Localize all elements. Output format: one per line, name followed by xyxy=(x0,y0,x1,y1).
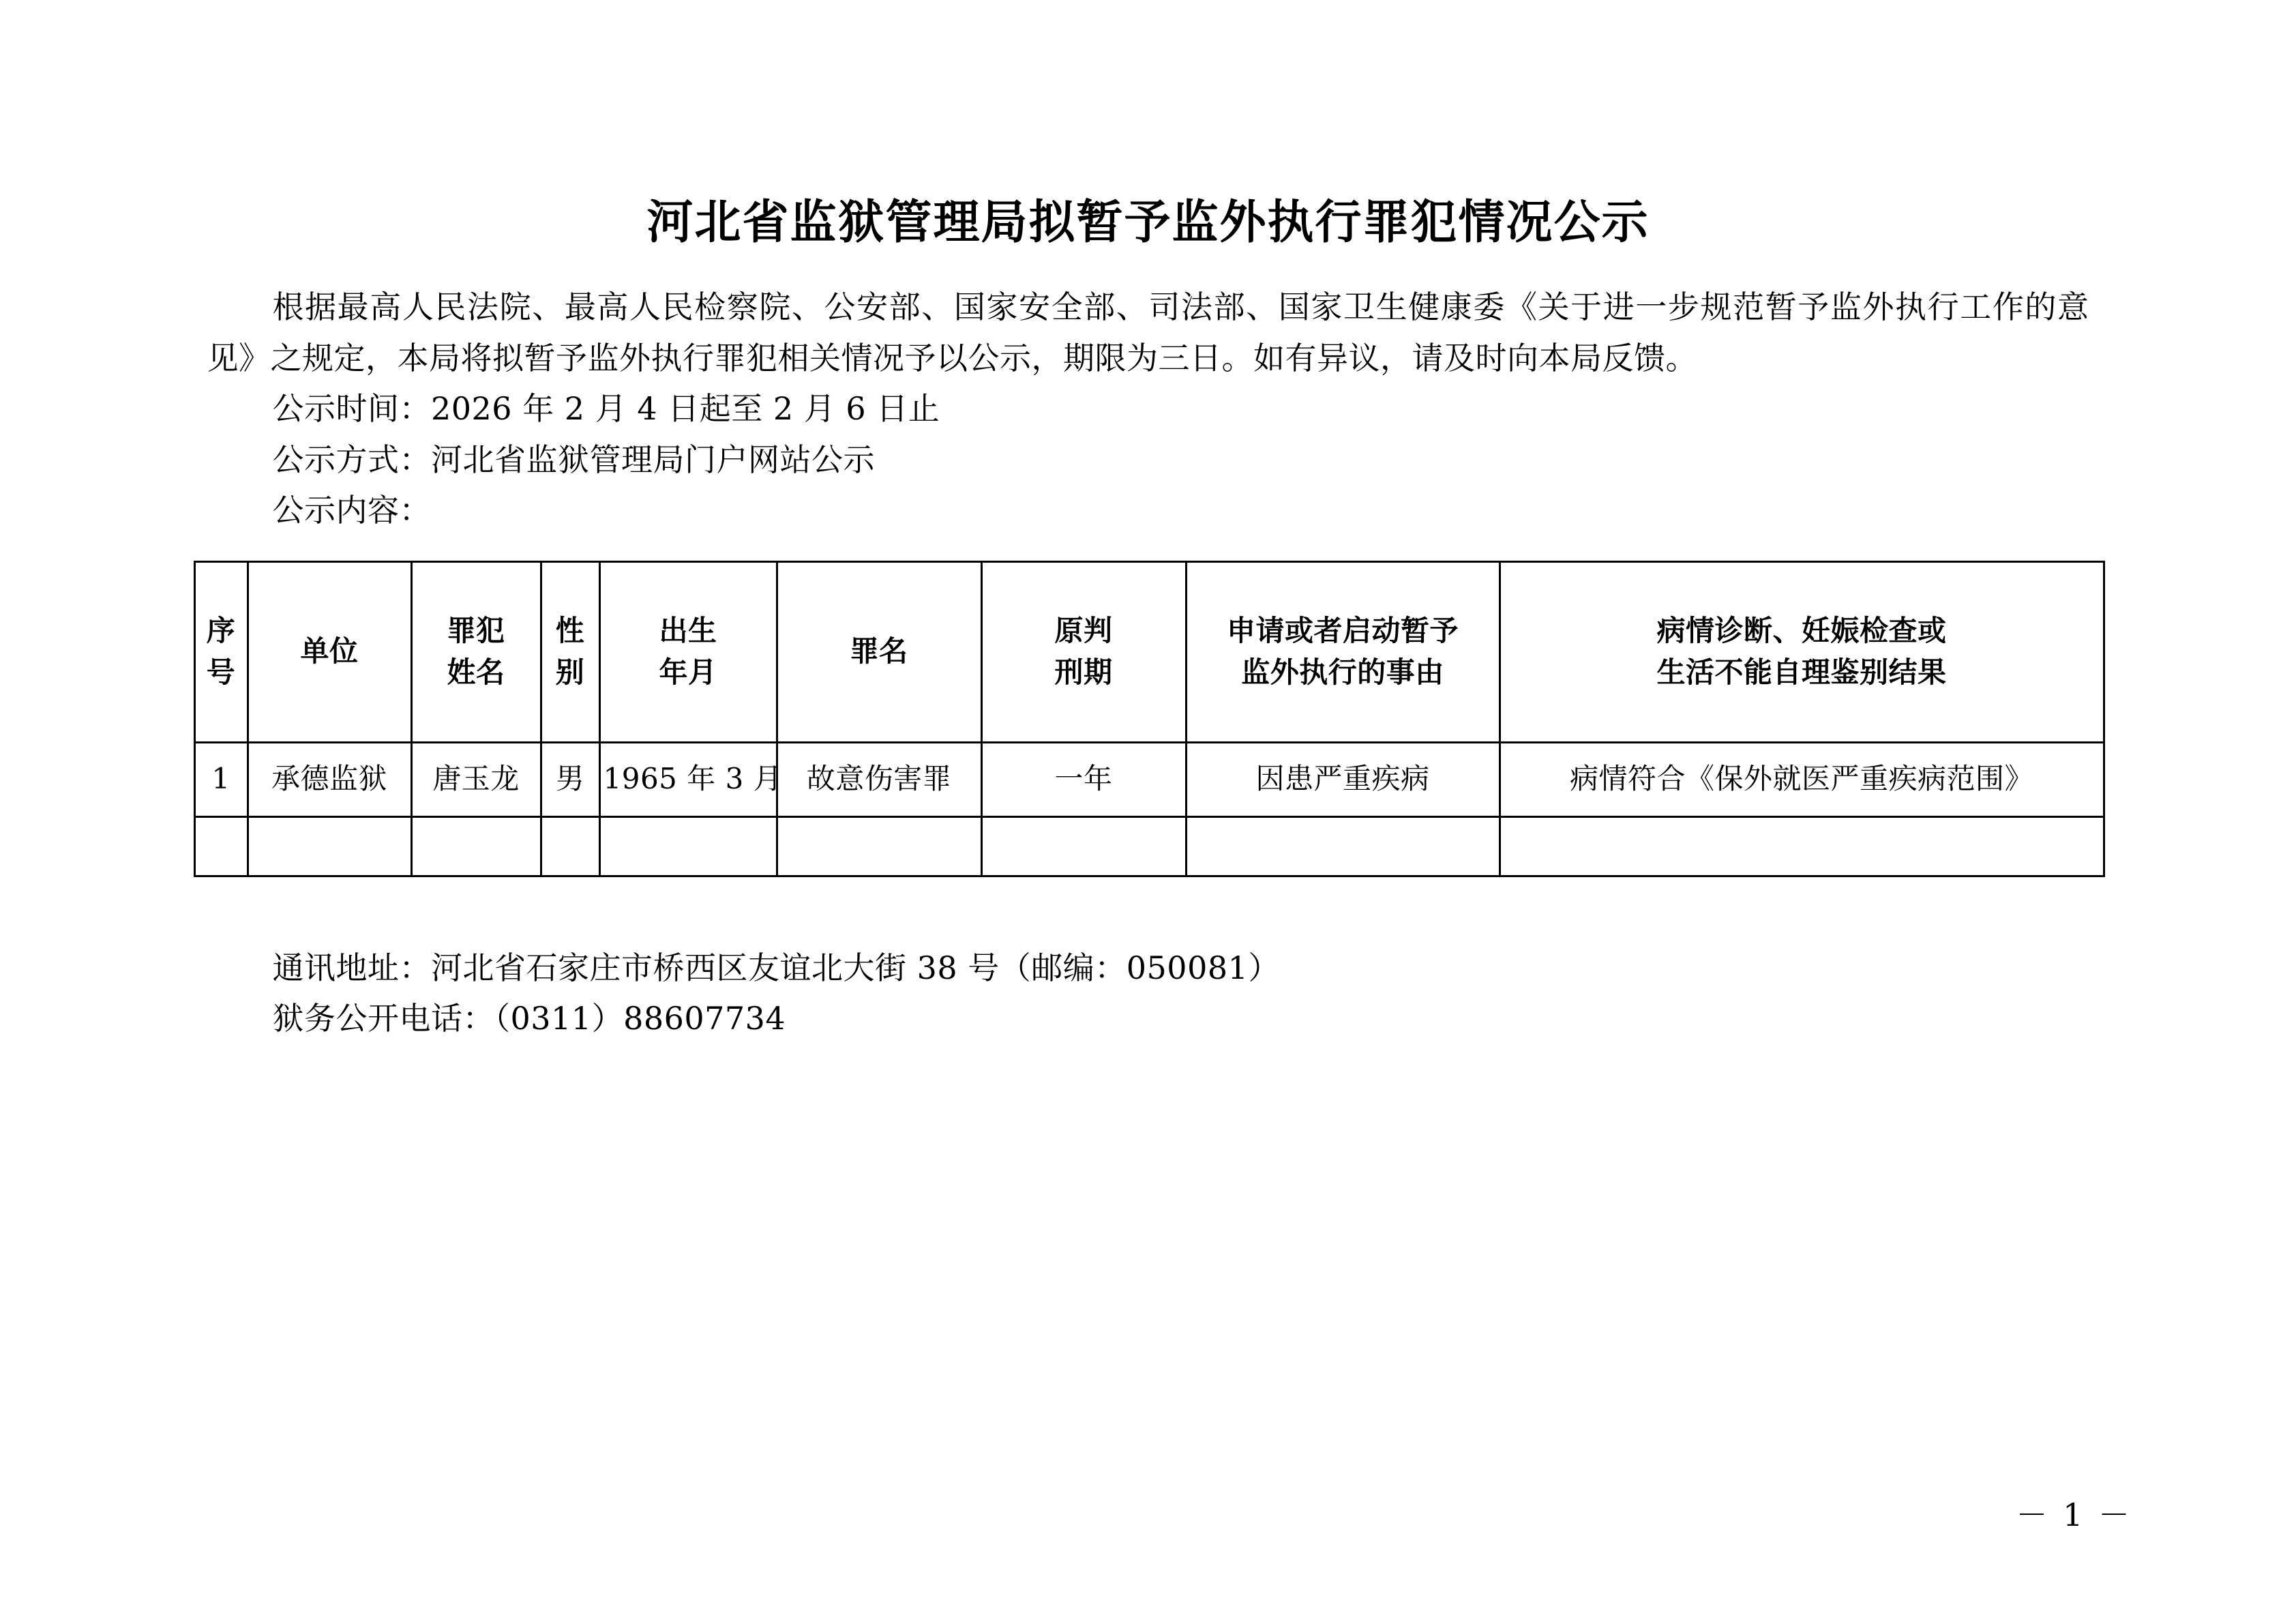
spacer-cell-seq xyxy=(194,816,248,876)
header-diagnosis xyxy=(1500,561,2104,742)
prisoner-table-wrapper xyxy=(194,561,2103,877)
header-term-line1: 原判 xyxy=(1054,613,1113,647)
publicity-time: 公示时间：2026 年 2 月 4 日起至 2 月 6 日止 xyxy=(272,390,940,428)
spacer-cell-term xyxy=(981,816,1186,876)
spacer-cell-unit xyxy=(248,816,411,876)
header-reason-line2: 监外执行的事由 xyxy=(1241,655,1444,689)
page-title: 河北省监狱管理局拟暂予监外执行罪犯情况公示 xyxy=(646,195,1650,250)
header-birth-line2: 年月 xyxy=(659,655,717,689)
prisoner-table xyxy=(194,561,2105,877)
cell-sex: 男 xyxy=(541,742,599,816)
spacer-cell-sex xyxy=(541,816,599,876)
header-seq-line2: 号 xyxy=(206,655,236,689)
public-phone: 狱务公开电话：（0311）88607734 xyxy=(272,1000,786,1037)
document-body xyxy=(207,282,2089,536)
contact-address: 通讯地址：河北省石家庄市桥西区友谊北大街 38 号（邮编：050081） xyxy=(272,949,1280,986)
page-number: － 1 － xyxy=(2016,1496,2132,1533)
header-name xyxy=(411,561,541,742)
cell-term: 一年 xyxy=(981,742,1186,816)
header-unit: 单位 xyxy=(248,561,411,742)
header-birth xyxy=(599,561,777,742)
publicity-content-label: 公示内容： xyxy=(272,492,431,529)
header-term xyxy=(981,561,1186,742)
table-spacer-row xyxy=(194,816,2104,876)
header-seq-line1: 序 xyxy=(206,613,236,647)
header-name-line2: 姓名 xyxy=(447,655,505,689)
document-footer xyxy=(207,943,2089,1044)
header-term-line2: 刑期 xyxy=(1054,655,1113,689)
cell-seq: 1 xyxy=(194,742,248,816)
cell-birth: 1965 年 3 月 xyxy=(599,742,777,816)
table-row xyxy=(194,742,2104,816)
spacer-cell-name xyxy=(411,816,541,876)
publicity-method: 公示方式：河北省监狱管理局门户网站公示 xyxy=(272,441,875,478)
table-header-row xyxy=(194,561,2104,742)
intro-paragraph: 根据最高人民法院、最高人民检察院、公安部、国家安全部、司法部、国家卫生健康委《关于进一步规范暂予监外执行工作的意见》之规定，本局将拟暂予监外执行罪犯相关情况予以公示，期限为三日。如有异议，请及时向本局反馈。 xyxy=(207,289,2089,377)
cell-reason: 因患严重疾病 xyxy=(1186,742,1500,816)
header-crime: 罪名 xyxy=(777,561,981,742)
cell-crime: 故意伤害罪 xyxy=(777,742,981,816)
cell-diagnosis: 病情符合《保外就医严重疾病范围》 xyxy=(1500,742,2104,816)
spacer-cell-birth xyxy=(599,816,777,876)
header-reason-line1: 申请或者启动暂予 xyxy=(1226,613,1459,647)
header-diagnosis-line1: 病情诊断、妊娠检查或 xyxy=(1656,613,1947,647)
header-sex-line1: 性 xyxy=(555,613,585,647)
cell-name: 唐玉龙 xyxy=(411,742,541,816)
cell-unit: 承德监狱 xyxy=(248,742,411,816)
header-birth-line1: 出生 xyxy=(659,613,717,647)
spacer-cell-reason xyxy=(1186,816,1500,876)
header-sex-line2: 别 xyxy=(555,655,585,689)
header-name-line1: 罪犯 xyxy=(447,613,505,647)
header-reason xyxy=(1186,561,1500,742)
header-diagnosis-line2: 生活不能自理鉴别结果 xyxy=(1656,655,1947,689)
header-sex xyxy=(541,561,599,742)
spacer-cell-crime xyxy=(777,816,981,876)
spacer-cell-diagnosis xyxy=(1500,816,2104,876)
header-seq xyxy=(194,561,248,742)
